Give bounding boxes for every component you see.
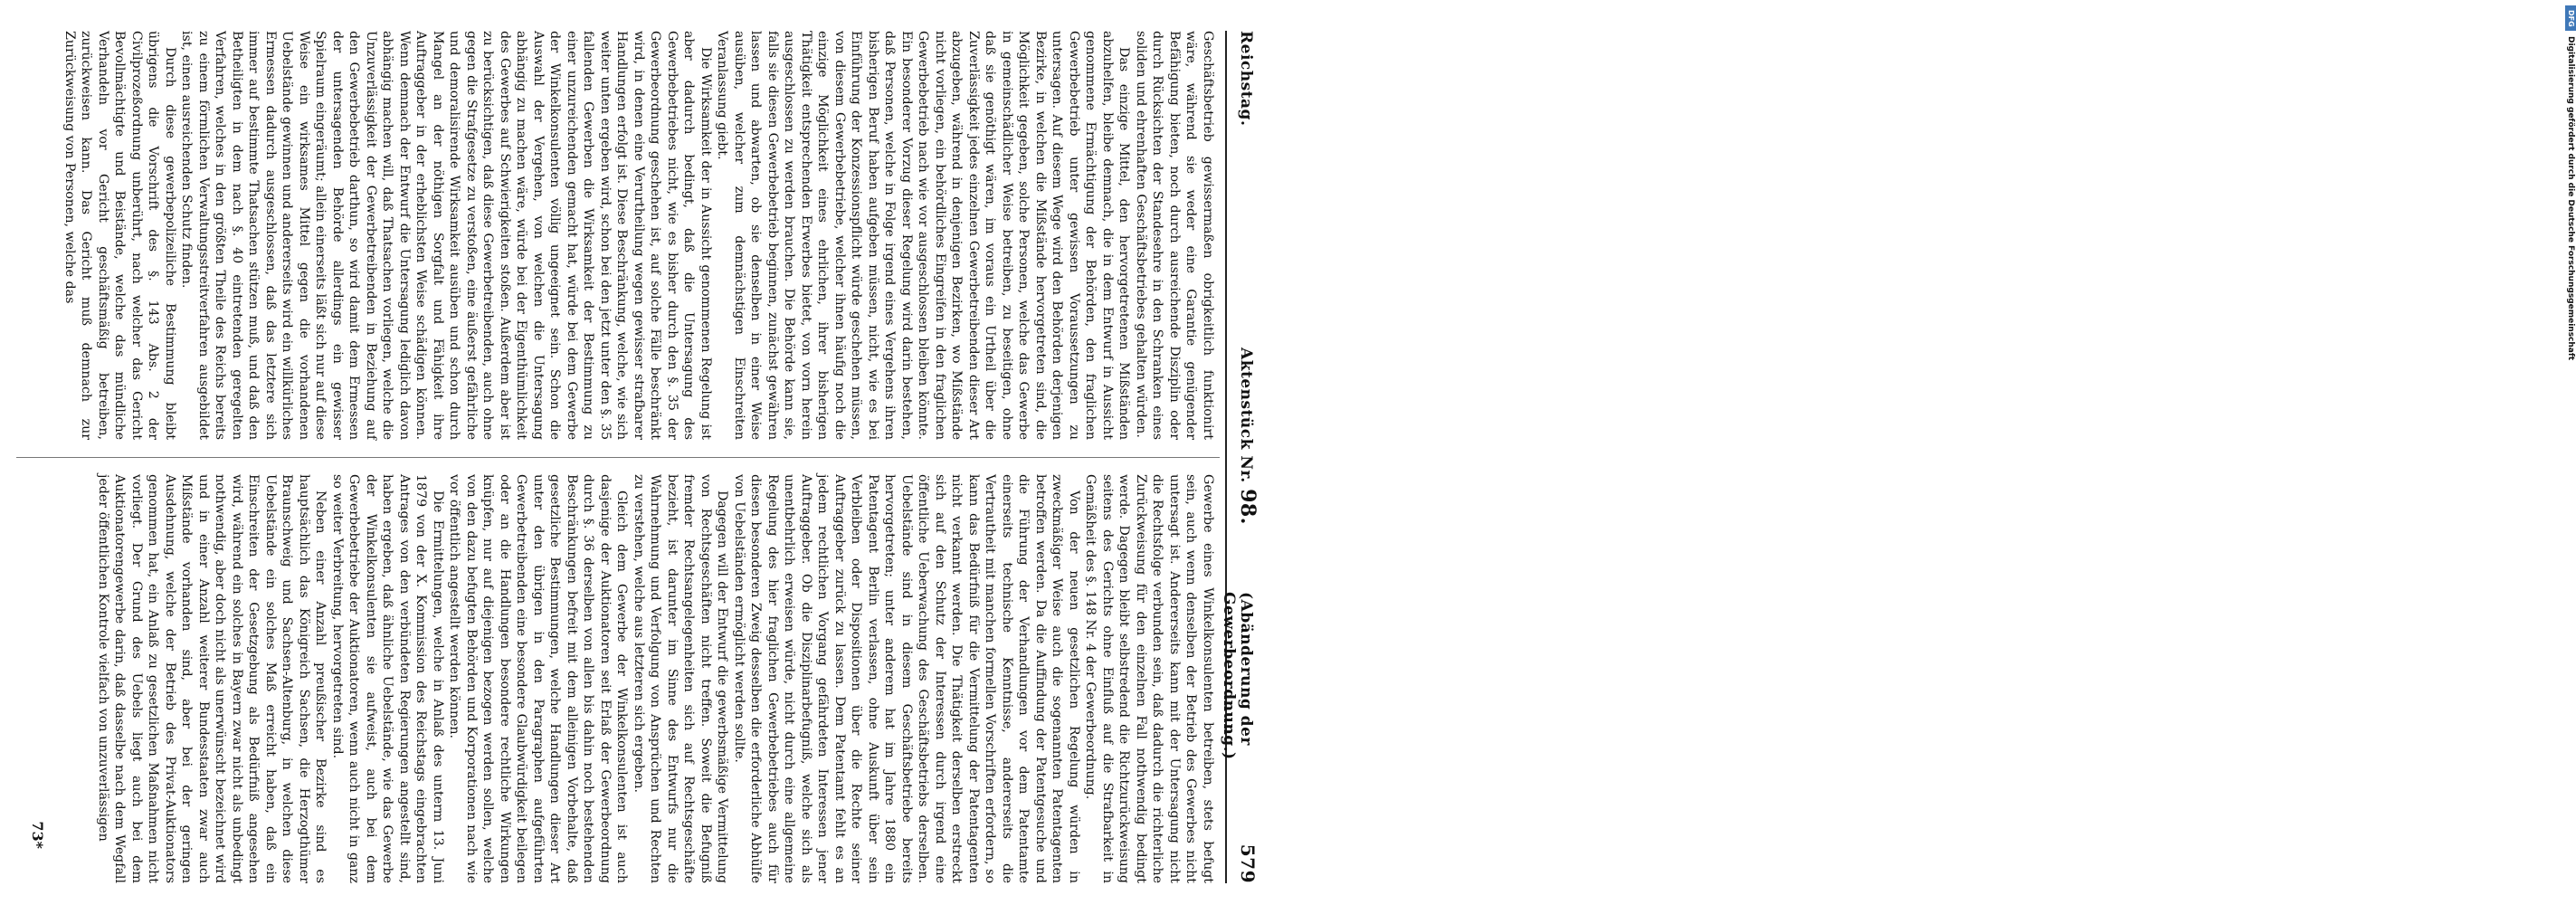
paragraph: Die Wirksamkeit der in Aussicht genommenen Regelung ist aber dadurch bedingt, daß die Untersagung des Gewerbebetriebes nicht, wie es bisher durch den §. 35 der Gewerbeordnung geschehen ist, auf solche Fälle beschränkt wird, in denen eine Verurtheilung wegen gewisser strafbarer Handlungen erfolgt ist. Diese Beschränkung, welche, wie sich weiter unten ergeben wird, schon bei den jetzt unter den §. 35 fallenden Gewerben die Wirksamkeit der Bestimmung zu einer unzureichenden gemacht hat, würde bei dem Gewerbe der Winkelkonsulenten völlig ungeeignet sein. Schon die Auswahl der Vergehen, von welchen die Untersagung abhängig zu machen wäre, würde bei der Eigenthümlichkeit des Gewerbes auf Schwierigkeiten stoßen. Außerdem aber ist zu berücksichtigen, daß diese Gewerbetreibenden, auch ohne gegen die Strafgesetze zu verstoßen, eine äußerst gefährliche und demoralisirende Wirksamkeit ausüben und schon durch Mangel an der nöthigen Sorgfalt und Fähigkeit ihre Auftraggeber in der erheblichsten Weise schädigen können. Wenn demnach der Entwurf die Untersagung lediglich davon abhängig machen will, daß Thatsachen vorliegen, welche die Unzuverlässigkeit der Gewerbetreibenden in Beziehung auf den Gewerbebetrieb darthun, so wird damit dem Ermessen der untersagenden Behörde allerdings ein gewisser Spielraum eingeräumt; allein einerseits läßt sich nur auf diese Weise ein wirksames Mittel gegen die vorhandenen Uebelstände gewinnen und andererseits wird ein willkürliches Ermessen dadurch ausgeschlossen, daß das letztere sich immer auf bestimmte Thatsachen stützen muß, und daß den Betheiligten in dem nach §. 40 eintretenden geregelten Verfahren, welches in den größten Theile des Reichs bereits zu einem förmlichen Verwaltungsstreitverfahren ausgebildet ist, einen ausreichenden Schutz finden.	[179, 31, 713, 440]
header-number: 98.	[1236, 489, 1259, 525]
paragraph: Die Ermittelungen, welche in Anlaß des unterm 13. Juni 1879 von der X. Kommission des Reichstags eingebrachten Antrages von den verbündeten Regierungen angestellt sind, haben ergeben, daß ähnliche Uebelstände, wie das Gewerbe der Winkelkonsulenten sie aufweist, auch bei dem Gewerbebetriebe der Auktionatoren, wenn auch nicht in ganz so weiter Verbreitung, hervorgetreten sind.	[330, 474, 445, 883]
left-text-column	[22, 31, 1216, 440]
running-header	[1220, 31, 1263, 883]
paragraph: Neben einer Anzahl preußischer Bezirke sind es hauptsächlich das Königreich Sachsen, die Herzogthümer Braunschweig und Sachsen-Altenburg, in welchen diese Uebelstände ein solches Maß erreicht haben, daß ein Einschreiten der Gesetzgebung als Bedürfniß angesehen wird, während ein solches in Bayern zwar nicht als unbedingt nothwendig, aber doch nicht als unerwünscht bezeichnet wird und in einer Anzahl weiterer Bundesstaaten zwar auch Mißstände vorhanden sind, aber bei der geringen Ausdehnung, welche der Betrieb des Privat-Auktionators genommen hat, ein Anlaß zu gesetzlichen Maßnahmen nicht vorliegt. Der Grund des Uebels liegt auch bei dem Auktionatorengewerbe darin, daß dasselbe nach dem Wegfall jeder öffentlichen Kontrole vielfach von unzuverlässigen	[96, 474, 328, 883]
header-reichstag: Reichstag.	[1237, 31, 1255, 127]
digitization-sidebar	[1281, 0, 2575, 905]
header-document-number	[1238, 348, 1257, 525]
paragraph: Von der neuen gesetzlichen Regelung würden in zweckmäßiger Weise auch die sogenannten Patentagenten betroffen werden. Da die Auffindung der Patentgesuche und die Führung der Verhandlungen vor dem Patentamte einerseits technische Kenntnisse, andererseits die Vertrautheit mit manchen formellen Vorschriften erfordern, so kann das Bedürfniß für die Vermittelung der Patentagenten nicht verkannt werden. Die Thätigkeit derselben erstreckt sich auf den Schutz der Interessen durch irgend eine öffentliche Ueberwachung des Geschäftsbetriebs derselben. Uebelstände sind in diesem Geschäftsbetriebe bereits hervorgetreten; unter anderem hat im Jahre 1880 ein Patentagent Berlin verlassen, ohne Auskunft über sein Verbleiben oder Dispositionen über die Rechte seiner Auftraggeber zurück zu lassen. Dem Patentamt fehlt es an jedem rechtlichen Vorgang gefährdeten Interessen jener Auftraggeber. Ob die Disziplinarbefugniß, welche sich als unentbehrlich erweisen würde, nicht durch eine allgemeine Regelung des hier fraglichen Gewerbebetriebes auch für diesen besonderen Zweig desselben die erforderliche Abhülfe von Uebelständen ermöglicht werden sollte.	[732, 474, 1081, 883]
page-number: 579	[1237, 843, 1259, 883]
dfg-logo: DFG	[2565, 5, 2576, 31]
signature-mark: 73*	[29, 821, 46, 849]
paragraph: Gewerbe eines Winkelkonsulenten betreiben, stets befugt sein, auch wenn denselben der Betrieb des Gewerbes nicht untersagt ist. Andererseits kann mit der Untersagung nicht die Rechtsfolge verbunden sein, daß dadurch die richterliche Zurückweisung für den einzelnen Fall nothwendig bedingt werde. Dagegen bleibt selbstredend die Richtzurückweisung seitens des Gerichts ohne Einfluß auf die Strafbarkeit in Gemäßheit des §. 148 Nr. 4 der Gewerbeordnung.	[1083, 474, 1215, 883]
rotated-document-page	[0, 0, 1276, 905]
paragraph: Gleich dem Gewerbe der Winkelkonsulenten ist auch dasjenige der Auktionatoren seit Erlaß der Gewerbeordnung durch §. 36 derselben von allen bis dahin noch bestehenden Beschränkungen befreit mit dem alleinigen Vorbehalte, daß gesetzliche Bestimmungen, welche Handlungen dieser Art unter den übrigen in den Paragraphen aufgeführten Gewerbetreibenden eine besondere Glaubwürdigkeit beilegen oder an die Handlungen besondere rechtliche Wirkungen knüpfen, nur auf diejenigen bezogen werden sollen, welche von den dazu befugten Behörden und Korporationen nach wie vor öffentlich angestellt werden können.	[447, 474, 630, 883]
header-aktenstueck-label: Aktenstück Nr.	[1237, 348, 1255, 483]
digitization-note: Digitalisierung gefördert durch die Deutsche Forschungsgemeinschaft	[2566, 36, 2575, 361]
column-divider	[16, 457, 1220, 458]
paragraph: Das einzige Mittel, den hervorgetretenen Mißständen abzuhelfen, bleibe demnach, die in dem Entwurf in Aussicht genommene Ermächtigung der Behörden, den fraglichen Gewerbebetrieb unter gewissen Voraussetzungen zu untersagen. Auf diesem Wege wird den Behörden derjenigen Bezirke, in welchen die Mißstände hervorgetreten sind, die Möglichkeit gegeben, solche Personen, welche das Gewerbe in gemeinschädlicher Weise betreiben, zu beseitigen, ohne daß sie genöthigt wären, im voraus ein Urtheil über die Zuverlässigkeit jedes einzelnen Gewerbetreibenden dieser Art abzugeben, während in denjenigen Bezirken, wo Mißstände nicht vorliegen, ein behördliches Eingreifen in den fraglichen Gewerbebetrieb nach wie vor ausgeschlossen bleiben könnte. Ein besonderer Vorzug dieser Regelung wird darin bestehen, daß Personen, welche in Folge irgend eines Vergehens ihren bisherigen Beruf haben aufgeben müssen, nicht, wie es bei Einführung der Konzessionspflicht würde geschehen müssen, von diesem Gewerbebetriebe, welcher ihnen häufig noch die einzige Möglichkeit eines ehrlichen, ihrer bisherigen Thätigkeit entsprechenden Erwerbes bietet, von vorn herein ausgeschlossen zu werden brauchen. Die Behörde kann sie, falls sie diesen Gewerbebetrieb beginnen, zunächst gewähren lassen und abwarten, ob sie denselben in einer Weise ausüben, welcher zum demnächstigen Einschreiten Veranlassung giebt.	[715, 31, 1132, 440]
right-text-column	[22, 474, 1216, 883]
header-subject: (Abänderung der Gewerbeordnung.)	[1220, 592, 1255, 760]
paragraph: Dagegen will der Entwurf die gewerbsmäßige Vermittelung von Rechtsgeschäften nicht treffen. Soweit die Befugniß fremder Rechtsangelegenheiten sich auf Rechtsgeschäfte bezieht, ist darunter im Sinne des Entwurfs nur die Wahrnehmung und Verfolgung von Ansprüchen und Rechten zu verstehen, welche aus letzteren sich ergeben.	[632, 474, 730, 883]
paragraph: Geschäftsbetrieb gewissermaßen obrigkeitlich funktionirt wäre, während sie weder eine Garantie genügender Befähigung bieten, noch durch ausreichende Disziplin oder durch Rücksichten der Standesehre in den Schranken eines soliden und ehrenhaften Geschäftsbetriebes gehalten würden.	[1134, 31, 1215, 440]
paragraph: Durch diese gewerbepolizeiliche Bestimmung bleibt übrigens die Vorschrift des §. 143 Abs. 2 der Civilprozeßordnung unberührt, nach welcher das Gericht Bevollmächtigte und Beistände, welche das mündliche Verhandeln vor Gericht geschäftsmäßig betreiben, zurückweisen kann. Das Gericht muß demnach zur Zurückweisung von Personen, welche das	[62, 31, 177, 440]
